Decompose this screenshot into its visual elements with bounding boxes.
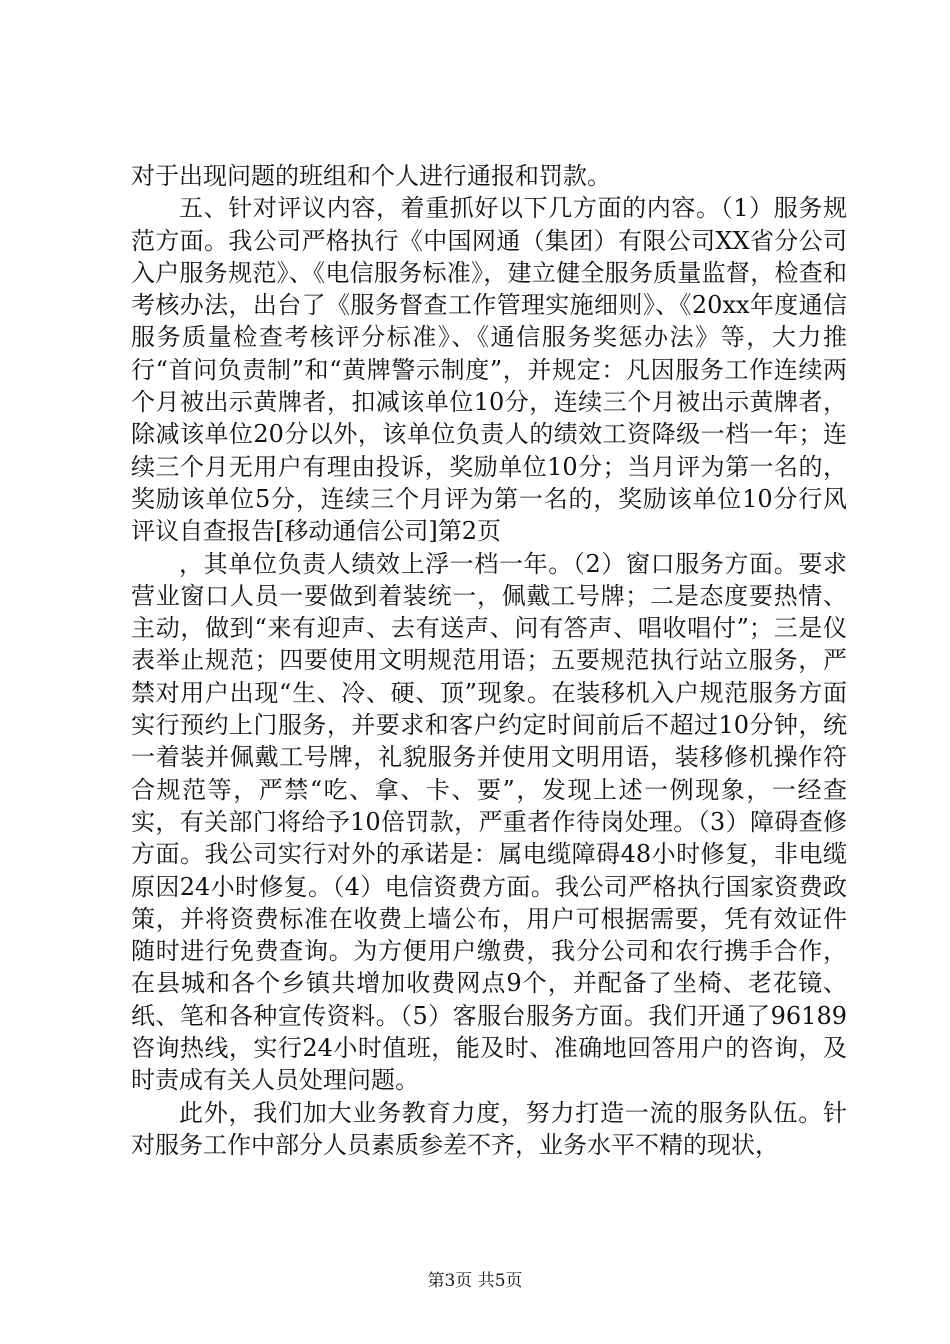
paragraph-4: 此外，我们加大业务教育力度，努力打造一流的服务队伍。针对服务工作中部分人员素质参差不齐，业务水平不精的现状， <box>131 1098 847 1159</box>
paragraph-2: 五、针对评议内容，着重抓好以下几方面的内容。（1）服务规范方面。我公司严格执行《中国网通（集团）有限公司XX省分公司入户服务规范》、《电信服务标准》，建立健全服务质量监督，检查和考核办法，出台了《服务督查工作管理实施细则》、《20xx年度通信服务质量检查考核评分标准》、《通信服务奖惩办法》等，大力推行“首问负责制”和“黄牌警示制度”，并规定：凡因服务工作连续两个月被出示黄牌者，扣减该单位10分，连续三个月被出示黄牌者，除减该单位20分以外，该单位负责人的绩效工资降级一档一年；连续三个月无用户有理由投诉，奖励单位10分；当月评为第一名的，奖励该单位5分，连续三个月评为第一名的，奖励该单位10分行风评议自查报告[移动通信公司]第2页 <box>131 194 847 546</box>
page-footer: 第3页 共5页 <box>427 1271 523 1291</box>
paragraph-3: ，其单位负责人绩效上浮一档一年。（2）窗口服务方面。要求营业窗口人员一要做到着装统一，佩戴工号牌；二是态度要热情、主动，做到“来有迎声、去有送声、问有答声、唱收唱付”；三是仪表举止规范；四要使用文明规范用语；五要规范执行站立服务，严禁对用户出现“生、冷、硬、顶”现象。在装移机入户规范服务方面实行预约上门服务，并要求和客户约定时间前后不超过10分钟，统一着装并佩戴工号牌，礼貌服务并使用文明用语，装移修机操作符合规范等，严禁“吃、拿、卡、要”，发现上述一例现象，一经查实，有关部门将给予10倍罚款，严重者作待岗处理。（3）障碍查修方面。我公司实行对外的承诺是：属电缆障碍48小时修复，非电缆原因24小时修复。（4）电信资费方面。我公司严格执行国家资费政策，并将资费标准在收费上墙公布，用户可根据需要，凭有效证件随时进行免费查询。为方便用户缴费，我分公司和农行携手合作，在县城和各个乡镇共增加收费网点9个，并配备了坐椅、老花镜、纸、笔和各种宣传资料。（5）客服台服务方面。我们开通了96189咨询热线，实行24小时值班，能及时、准确地回答用户的咨询，及时责成有关人员处理问题。 <box>131 549 847 1095</box>
paragraph-1: 对于出现问题的班组和个人进行通报和罚款。 <box>131 162 611 190</box>
document-body <box>131 160 847 1161</box>
